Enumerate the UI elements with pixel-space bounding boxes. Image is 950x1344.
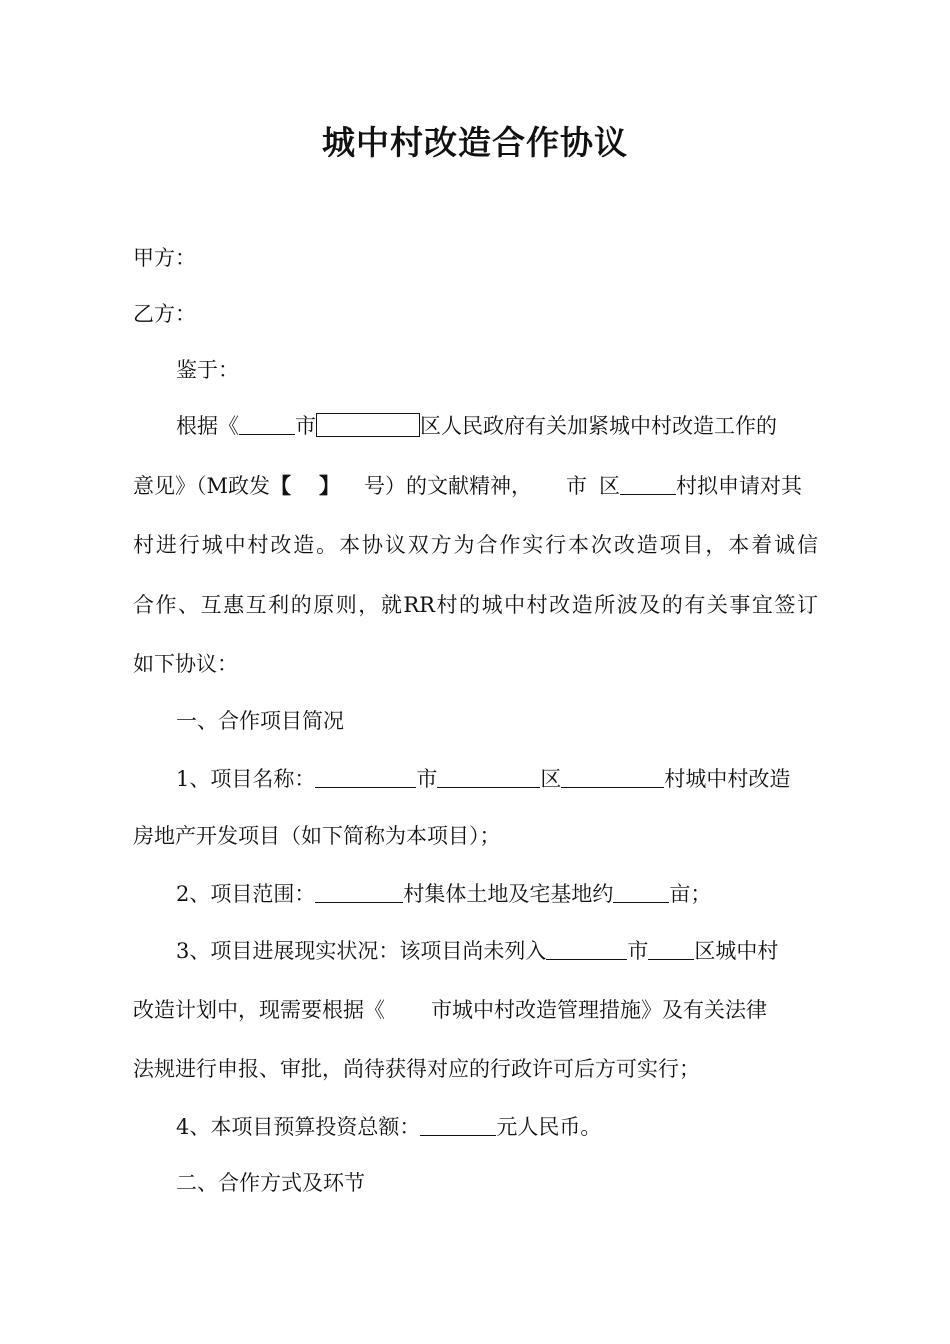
blank-field	[420, 1115, 496, 1136]
item-1-line-1: 1、项目名称： 市 区 村城中村改造	[176, 767, 791, 791]
blank-field	[437, 767, 540, 788]
basis-line-3: 村进行城中村改造。本协议双方为合作实行本次改造项目，本着诚信	[133, 533, 818, 557]
item-3-line-3: 法规进行申报、审批，尚待获得对应的行政许可后方可实行；	[133, 1057, 700, 1081]
blank-field	[561, 767, 664, 788]
blank-field	[315, 767, 416, 788]
blank-field	[613, 882, 669, 903]
party-a-label: 甲方：	[133, 246, 196, 270]
basis-line-2: 意见》（M政发【 】 号）的文献精神， 市 区 村拟申请对其	[133, 473, 803, 498]
item-2-line: 2、项目范围： 村集体土地及宅基地约 亩；	[176, 882, 712, 906]
blank-field	[620, 474, 676, 495]
basis-line-1: 根据《 市 区人民政府有关加紧城中村改造工作的	[176, 414, 777, 438]
blank-field	[239, 414, 295, 435]
boxed-blank-field	[316, 413, 420, 437]
blank-field	[546, 939, 627, 960]
item-3-line-1: 3、项目进展现实状况：该项目尚未列入 市 区城中村	[176, 939, 779, 963]
section-2-heading: 二、合作方式及环节	[176, 1171, 365, 1195]
section-1-heading: 一、合作项目简况	[176, 709, 344, 733]
whereas-label: 鉴于：	[176, 358, 239, 382]
blank-field	[315, 882, 403, 903]
item-1-line-2: 房地产开发项目（如下简称为本项目）；	[133, 824, 501, 848]
party-b-label: 乙方：	[133, 302, 196, 326]
item-3-line-2: 改造计划中，现需要根据《 市城中村改造管理措施》及有关法律	[133, 998, 767, 1022]
basis-line-5: 如下协议：	[133, 652, 238, 676]
item-4-line: 4、本项目预算投资总额： 元人民币。	[176, 1115, 602, 1139]
document-title: 城中村改造合作协议	[322, 123, 628, 162]
basis-line-4: 合作、互惠互利的原则，就RR村的城中村改造所波及的有关事宜签订	[133, 593, 818, 617]
blank-field	[648, 939, 694, 960]
